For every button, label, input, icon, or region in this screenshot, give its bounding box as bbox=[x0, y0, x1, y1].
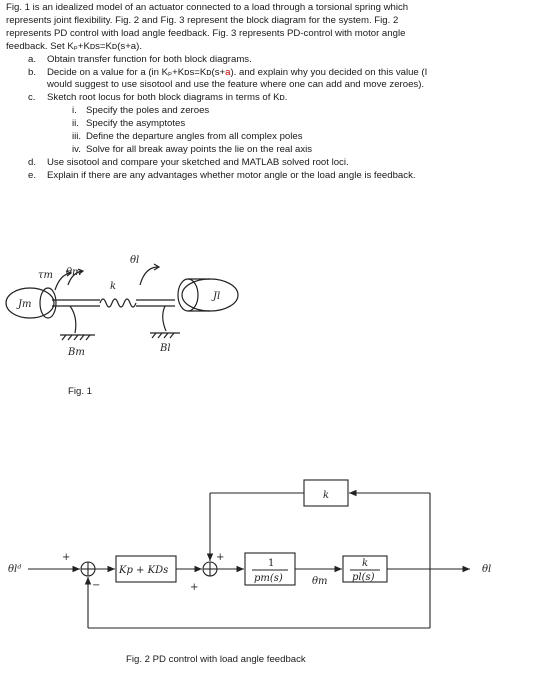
motor-bearing bbox=[70, 306, 76, 333]
label-jl: Jl bbox=[213, 291, 221, 302]
label-tau-m: τm bbox=[38, 270, 54, 281]
sign-plus: + bbox=[190, 582, 199, 593]
item-label: a. bbox=[28, 53, 37, 65]
subitem-label: iv. bbox=[72, 143, 81, 155]
fig2-block-diagram bbox=[0, 468, 536, 648]
subquestion-iv bbox=[6, 144, 530, 157]
item-text: Obtain transfer function for both block diagrams. bbox=[47, 53, 252, 65]
load-denominator: pl(s) bbox=[352, 572, 375, 583]
label-bm: Bm bbox=[68, 347, 85, 358]
subitem-text: Define the departure angles from all complex poles bbox=[86, 131, 303, 143]
subquestion-iii bbox=[6, 131, 530, 144]
subitem-label: i. bbox=[72, 105, 77, 117]
label-theta-m: θm bbox=[66, 267, 82, 278]
motor-numerator: 1 bbox=[268, 558, 275, 569]
load-bearing bbox=[163, 306, 166, 331]
subitem-label: iii. bbox=[72, 131, 82, 143]
question-b bbox=[6, 67, 530, 93]
item-text: Explain if there are any advantages whether motor angle or the load angle is feedback. bbox=[47, 169, 416, 181]
item-text: Sketch root locus for both block diagrams in terms of Kᴅ. bbox=[47, 92, 288, 104]
subitem-text: Specify the poles and zeroes bbox=[86, 105, 210, 117]
controller-label: Kp + KDs bbox=[119, 565, 169, 576]
intro-line: represents PD control with load angle feedback. Fig. 3 represents PD-control with motor angle bbox=[6, 27, 406, 39]
label-bl: Bl bbox=[160, 343, 171, 354]
item-text-post: ). and explain why you decided on this value (I bbox=[230, 66, 428, 78]
sign-plus: + bbox=[216, 552, 225, 563]
subquestion-ii bbox=[6, 118, 530, 131]
motor-angle-label: θm bbox=[312, 576, 328, 587]
item-label: e. bbox=[28, 169, 37, 181]
intro-line: Fig. 1 is an idealized model of an actuator connected to a load through a torsional spring which bbox=[6, 2, 409, 13]
problem-text bbox=[6, 2, 530, 183]
item-text-pre: Decide on a value for a (in Kₚ+Kᴅs=Kᴅ(s+ bbox=[47, 66, 226, 78]
question-c bbox=[6, 92, 530, 105]
sign-minus: − bbox=[92, 580, 101, 591]
fig1-mechanical-diagram bbox=[0, 245, 250, 365]
item-label: d. bbox=[28, 156, 37, 168]
load-numerator: k bbox=[362, 558, 369, 569]
item-label: b. bbox=[28, 66, 37, 78]
item-text: Use sisotool and compare your sketched and MATLAB solved root loci. bbox=[47, 156, 349, 168]
label-k: k bbox=[110, 281, 117, 292]
item-text-line2: would suggest to use sisotool and use the feature where one can add and move zeroes). bbox=[47, 79, 425, 91]
load-inertia bbox=[178, 279, 198, 311]
subitem-text: Solve for all break away points the lie on the real axis bbox=[86, 143, 313, 155]
question-e bbox=[6, 170, 530, 183]
subitem-text: Specify the asymptotes bbox=[86, 118, 186, 130]
item-text-highlight: a bbox=[225, 66, 231, 78]
question-a bbox=[6, 54, 530, 67]
torsional-spring bbox=[100, 299, 136, 307]
input-label: θlᵈ bbox=[8, 564, 22, 575]
label-jm: Jm bbox=[18, 299, 32, 310]
intro-line: feedback. Set Kₚ+Kᴅs=Kᴅ(s+a). bbox=[6, 40, 143, 52]
question-d bbox=[6, 157, 530, 170]
subitem-label: ii. bbox=[72, 118, 79, 130]
fig1-caption: Fig. 1 bbox=[68, 386, 92, 397]
sign-plus: + bbox=[62, 552, 71, 563]
subquestion-i bbox=[6, 105, 530, 118]
output-label: θl bbox=[482, 564, 492, 575]
label-theta-l: θl bbox=[130, 255, 140, 266]
fig2-caption: Fig. 2 PD control with load angle feedback bbox=[126, 654, 306, 665]
spring-gain-label: k bbox=[323, 490, 330, 501]
motor-denominator: pm(s) bbox=[254, 573, 283, 584]
item-label: c. bbox=[28, 92, 36, 104]
intro-line: represents joint flexibility. Fig. 2 and Fig. 3 represent the block diagram for the system. Fig. 2 bbox=[6, 14, 399, 26]
